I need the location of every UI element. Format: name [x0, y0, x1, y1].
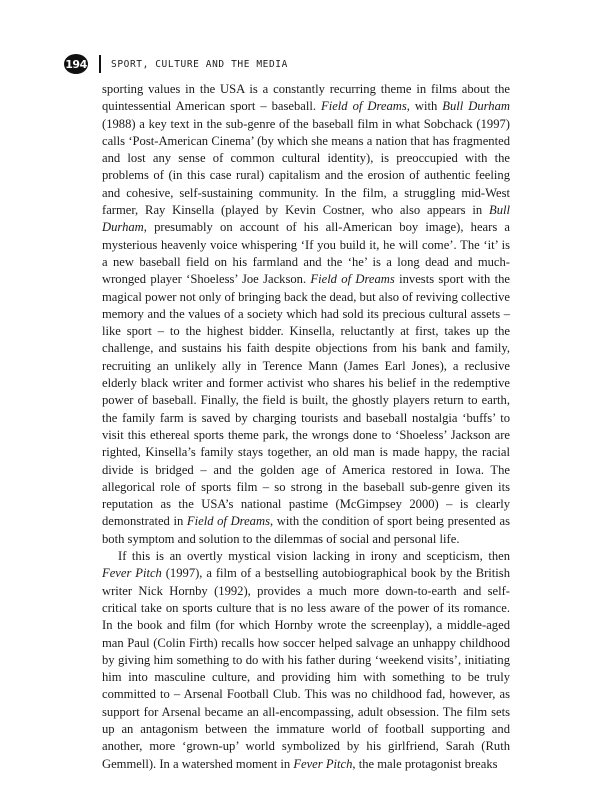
- film-title: Fever Pitch: [102, 566, 162, 581]
- text-run: , with the condition of sport being presented as both symptom and solution to the dilemmas of social and personal life.: [102, 514, 510, 546]
- text-run: sporting values in the USA is a constantly recurring theme in films about the quintessential American sport – baseball.: [102, 82, 510, 114]
- text-run: (1997), a film of a bestselling autobiographical book by the British writer Nick Hornby (1992), provides a much more down-to-earth and self-critical take on sports culture that is no less aware of the power of its romance. In the book and film (for which Hornby wrote the screenplay), a middle-aged man Paul (Colin Firth) recalls how soccer helped salvage an unhappy childhood by giving him something to do with his father during ‘weekend visits’, initiating him into masculine culture, and providing him with something to be truly committed to – Arsenal Football Club. This was no childhood fad, however, as support for Arsenal became an all-encompassing, adult obsession. The film sets up an antagonism between the immature world of football supporting and another, more ‘grown-up’ world symbolized by his girlfriend, Sarah (Ruth Gemmell). In a watershed moment in: [102, 566, 511, 771]
- text-run: , presumably on account of his all-American boy image), hears a mysterious heavenly voice whispering ‘If you build it, he will come’. The ‘it’ is a new baseball field on his farmland and the ‘he’ is a long dead and much-wronged player ‘Shoeless’ Joe Jackson.: [102, 220, 510, 287]
- header-divider: [99, 55, 101, 73]
- text-run: , with: [406, 99, 443, 114]
- film-title: Bull Durham: [442, 99, 510, 114]
- paragraph-2: [102, 548, 510, 773]
- text-run: , the male protagonist breaks: [352, 756, 498, 771]
- film-title: Field of Dreams: [186, 514, 270, 529]
- text-run: If this is an overtly mystical vision lacking in irony and scepticism, then: [118, 549, 510, 564]
- body-text: [102, 81, 510, 773]
- film-title: Fever Pitch: [293, 756, 353, 771]
- film-title: Field of Dreams: [321, 99, 407, 114]
- film-title: Field of Dreams: [310, 272, 395, 287]
- text-run: (1988) a key text in the sub-genre of the baseball film in what Sobchack (1997) calls ‘Post-American Cinema’ (by which she means a nation that has fragmented and lost any sense of common cultural identity), is preoccupied with the problems of (in this case rural) capitalism and the erosion of authentic feeling and cohesive, self-sustaining community. In the film, a struggling mid-West farmer, Ray Kinsella (played by Kevin Costner, who also appears in: [102, 116, 510, 218]
- text-run: invests sport with the magical power not only of bringing back the dead, but also of reviving collective memory and the values of a society which had sold its precious cultural assets – like sport – to the highest bidder. Kinsella, reluctantly at first, takes up the challenge, and sustains his faith despite objections from his bank and family, recruiting an unlikely ally in Terence Mann (James Earl Jones), a reclusive elderly black writer and former activist who shares his belief in the redemptive power of baseball. Finally, the field is built, the ghostly players return to earth, the family farm is saved by charging tourists and baseball nostalgia ‘buffs’ to visit this ethereal sports theme park, the wrongs done to ‘Shoeless’ Jackson are righted, Kinsella’s family stays together, an old man is made happy, the racial divide is bridged – and the golden age of America restored in Iowa. The allegorical role of sports film – so strong in the baseball sub-genre given its reputation as the USA’s national pastime (McGimpsey 2000) – is clearly demonstrated in: [102, 272, 510, 529]
- paragraph-1: [102, 81, 510, 548]
- page-number-badge: 194: [64, 54, 88, 74]
- film-title: Bull Durham: [102, 203, 510, 235]
- running-header: [64, 52, 524, 76]
- running-title: SPORT, CULTURE AND THE MEDIA: [111, 58, 288, 70]
